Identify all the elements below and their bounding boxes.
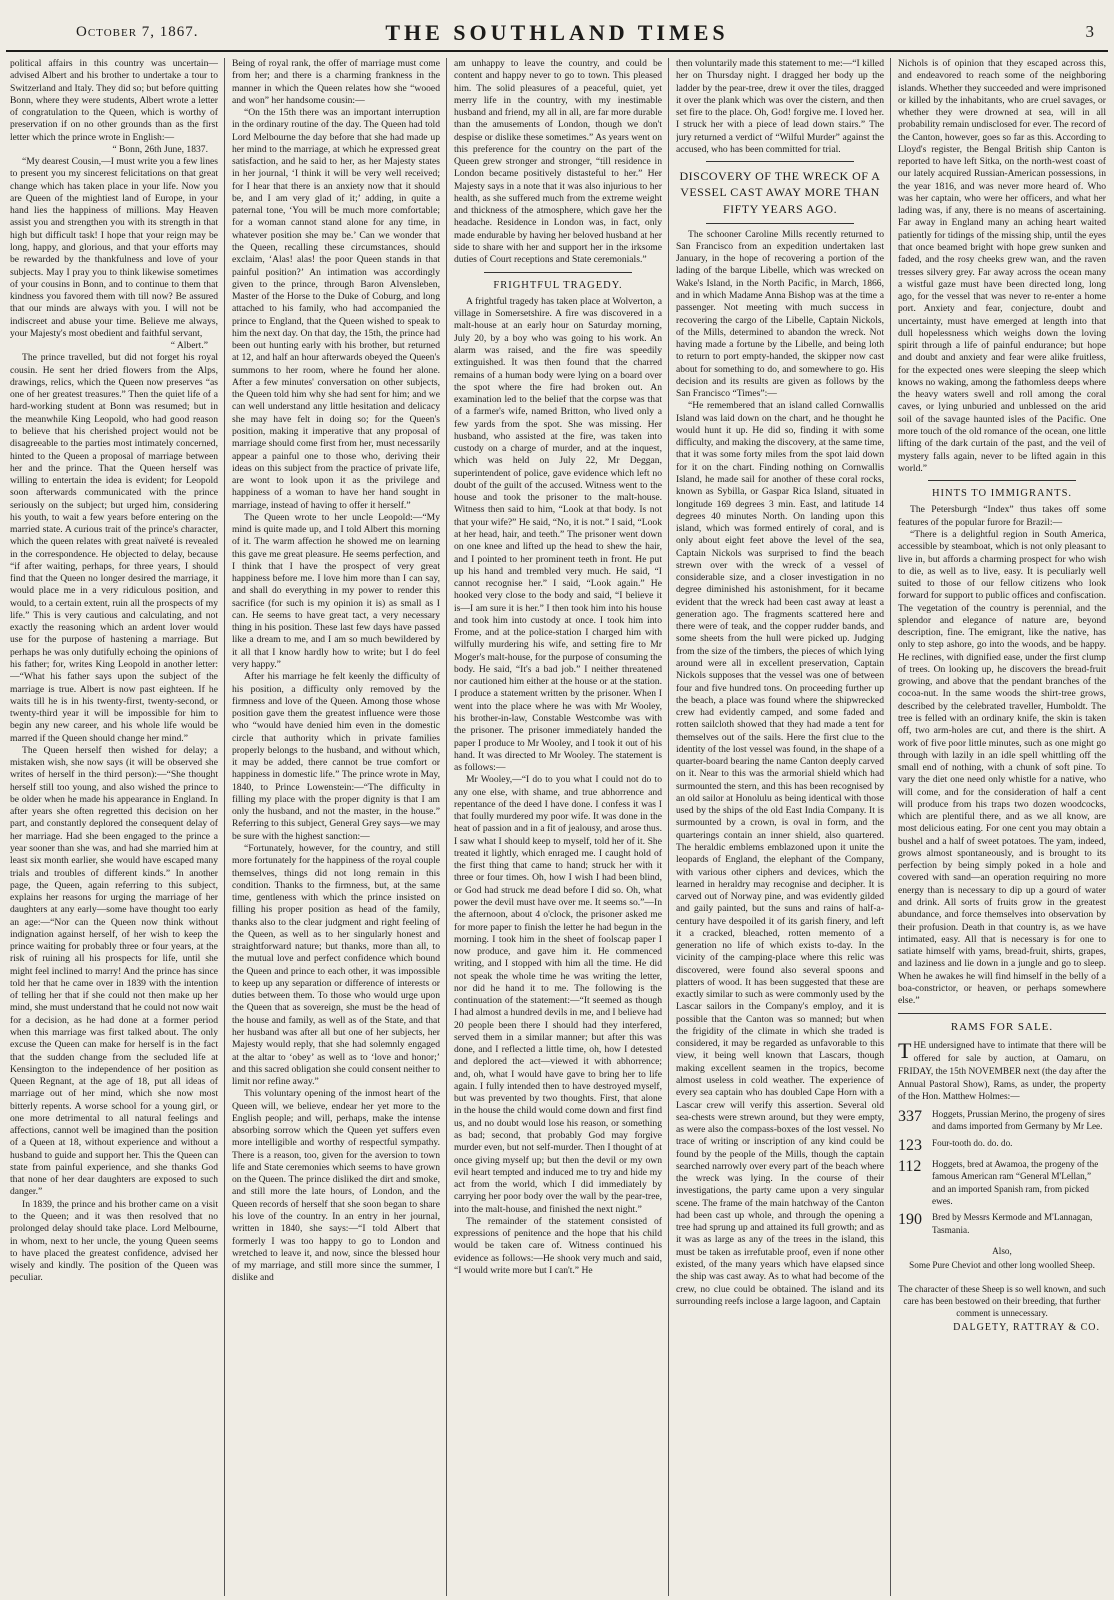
advert-also-label: Also, xyxy=(992,1246,1012,1257)
lot-item xyxy=(898,1211,1106,1236)
article-paragraph: Mr Wooley,—“I do to you what I could not do to any one else, with shame, and true abhorrence and repentance of the deed I have done. I confess it was I that foully murdered my poor wife. It was done in the heat of passion and in a fit of jealousy, and arose thus. I saw what I should keep to myself, told her of it. She treated it lightly, which enraged me. I caught hold of the first thing that came to hand; struck her with it three or four times. Oh, how I wish I had been blind, or God had struck me dead before I did so. Oh, what power the devil must have over me. It seems so.”—In the afternoon, about 4 o'clock, the prisoner asked me for more paper to finish the letter he had begun in the morning. I took him in the sheet of foolscap paper I now produce, and gave him it. He commenced writing, and I stopped with him all the time. He did not speak the whole time he was writing the letter, nor did he hand it to me. The following is the continuation of the statement:—“It seemed as though I had almost a hundred devils in me, and I believe had 20 people been there I should had they interfered, served them in a similar manner; but after this was done, and I reflected a little time, oh, how I detested and deplored the act—viewed it with abhorrence; and, oh, what I would have gave to bring her to life again. I fully intended then to have destroyed myself, but was prevented by two thoughts. First, that alone in the house the child would come down and first find us, and no doubt would lose his reason, or something as bad; second, that probably God may forgive murder even, but not self-murder. Then I thought of at once giving myself up; but then the devil or my own evil heart tempted and induced me to try and hide my act from the world, which I did immediately by carrying her poor body over the wall by the pear-tree, into the malt-house, and finished the next night.” xyxy=(454,774,662,1215)
column-3 xyxy=(454,58,662,1596)
newspaper-title: THE SOUTHLAND TIMES xyxy=(385,20,729,45)
column-divider xyxy=(890,58,891,1596)
advert-title: RAMS FOR SALE. xyxy=(950,1021,1054,1034)
drop-cap: T xyxy=(898,1038,912,1064)
article-paragraph: “Fortunately, however, for the country, and still more fortunately for the happiness of the royal couple themselves, things did not long remain in this condition. Thanks to the firmness, but, at the same time, gentleness with which the prince insisted on filling his proper position as head of the family, thanks also to the clear judgment and right feeling of the Queen, as well as to her singularly honest and straightforward nature; but thanks, more than all, to the mutual love and perfect confidence which bound the Queen and prince to each other, it was impossible to keep up any separation or difference of interests or duties between them. To those who would urge upon the Queen that as sovereign, she must be the head of the house and family, as well as of the State, and that her husband was after all but one of her subjects, her Majesty would reply, that she had solemnly engaged at the altar to ‘obey’ as well as to ‘love and honor;’ and this sacred obligation she could consent neither to limit nor refine away.” xyxy=(232,843,440,1088)
article-paragraph: The Queen wrote to her uncle Leopold:—“My mind is quite made up, and I told Albert this morning of it. The warm affection he showed me on learning this gave me great pleasure. He seems perfection, and I think that I have the prospect of very great happiness before me. I love him more than I can say, and shall do everything in my power to render this sacrifice (for such is my opinion it is) as small as I can. He seems to have great tact, a very necessary thing in his position. These last few days have passed like a dream to me, and I am so much bewildered by it all that I know hardly how to write; but I do feel very happy.” xyxy=(232,511,440,671)
newspaper-page xyxy=(6,10,1108,1596)
lot-description: Hoggets, Prussian Merino, the progeny of sires and dams imported from Germany by Mr Lee. xyxy=(932,1108,1106,1132)
column-2 xyxy=(232,58,440,1596)
lot-quantity: 123 xyxy=(898,1136,922,1154)
article-paragraph: The remainder of the statement consisted of expressions of penitence and the hope that his child would be taken care of. Witness continued his evidence as follows:—He shook very much and said, “I would write more but I can't.” He xyxy=(454,1215,662,1276)
columns xyxy=(6,58,1108,1596)
headline-frightful-tragedy: FRIGHTFUL TRAGEDY. xyxy=(493,279,623,291)
lot-quantity: 190 xyxy=(898,1211,922,1229)
column-divider xyxy=(668,58,669,1596)
section-rule xyxy=(928,480,1076,481)
letter-dateline: “ Bonn, 26th June, 1837. xyxy=(112,143,208,155)
lot-description: Hoggets, bred at Awamoa, the progeny of the famous American ram “General M'Lellan,” and an imported Spanish ram, from picked ewes. xyxy=(932,1158,1099,1206)
lot-description: Bred by Messrs Kermode and M'Lannagan, Tasmania. xyxy=(932,1212,1093,1235)
advertisement-rams-for-sale xyxy=(898,1020,1106,1334)
column-divider xyxy=(224,58,225,1596)
page-number: 3 xyxy=(1085,22,1094,41)
column-divider xyxy=(446,58,447,1596)
article-paragraph: then voluntarily made this statement to me:—“I killed her on Thursday night. I dragged her body up the ladder by the pear-tree, drew it over the tiles, dragged it over the plank which was over the cistern, and then set fire to the place. Oh, God! forgive me. I loved her. I struck her with a piece of lead down stairs.” The jury returned a verdict of “Wilful Murder” against the accused, who has been committed for trial. xyxy=(676,58,884,155)
article-paragraph: Nichols is of opinion that they escaped across this, and endeavored to reach some of the neighboring islands. Whether they succeeded and were imprisoned or killed by the inhabitants, who are cruel savages, or whether they were drowned at sea, will in all probability remain undisclosed for ever. The record of the Canton, however, goes so far as this. According to Lloyd's register, the Bengal British ship Canton is reported to have left Sitka, on the north-west coast of our lately acquired Russian-American possessions, in the year 1816, and was never more heard of. Who was her captain, who were her officers, and what her lading was, if any, there is no means of ascertaining. Far away in England many an aching heart waited patiently for tidings of the missing ship, until the eyes that once beamed bright with hope grew sunken and faded, and the rosy cheeks grew wan, and the raven tresses silvery grey. Far away across the ocean many a wistful gaze must have been directed long, long ago, for the vessel that was never to re-enter a home port. Anxiety and fear, conjecture, doubt and uncertainty, must have emerged at length into that dull hopelessness which weighs down the loving spirit through a life of painful endurance; but hope and doubt and anxiety and fear were alike fruitless, for the expected ones were sleeping the sleep which knows no waking, among the fathomless deeps where the heavy waters swell and roll among the coral caves, or lying unburied and unblessed on the arid soil of the savage haunted isles of the Pacific. One more touch of the old romance of the ocean, one little lifting of the dark curtain of the past, and the veil of mystery falls again, never to be lifted again in this world.” xyxy=(898,58,1106,474)
advert-firm-name: DALGETY, RATTRAY & CO. xyxy=(953,1321,1100,1333)
headline-hints-to-immigrants: HINTS TO IMMIGRANTS. xyxy=(931,488,1073,500)
article-paragraph: The prince travelled, but did not forget his royal cousin. He sent her dried flowers from the Alps, drawings, relics, which the Queen now preserves “as one of her greatest treasures.” Then the quiet life of a hard-working student at Bonn was resumed; but in the meanwhile King Leopold, who had good reason to believe that his cherished project would not be disagreeable to the parties most intimately concerned, hinted to the Queen a proposal of marriage between her and the prince. That the Queen herself was willing to entertain the idea is evident; for Leopold soon afterwards communicated with the prince seriously on the subject; but urged him, considering his youth, to wait a few years before entering on the married state. A curious trait of the prince's character, which the queen relates with great naïveté is revealed in the correspondence. He objected to delay, because “if after waiting, perhaps, for three years, I should find that the Queen no longer desired the marriage, it would place me in a very ridiculous position, and would, to a certain extent, ruin all the prospects of my life.” This is very cautious and calculating, and not exactly the reasoning which an ardent lover would use for the purpose of hastening a marriage. But perhaps he was only dutifully echoing the opinions of his father; for, writes King Leopold in another letter:—“What his father says upon the subject of the marriage is true. Albert is now past eighteen. If he waits till he is in his twenty-first, twenty-second, or twenty-third year it will be impossible for him to begin any new career, and his whole life would be marred if the Queen should change her mind.” xyxy=(10,352,218,744)
section-rule xyxy=(484,272,632,273)
lot-quantity: 112 xyxy=(898,1157,922,1175)
advert-intro-text: HE undersigned have to intimate that there will be offered for sale by auction, at Oamaru, on FRIDAY, the 15th NOVEMBER next (the day after the Annual Pastoral Show), Rams, as under, the property of the Hon. Matthew Holmes:— xyxy=(898,1041,1106,1103)
lot-quantity: 337 xyxy=(898,1107,922,1125)
article-paragraph: In 1839, the prince and his brother came on a visit to the Queen; and it was then resolved that no prolonged delay should take place. Lord Melbourne, in whom, next to her uncle, the young Queen seems to have placed the greatest confidence, advised her wisely and kindly. The position of the Queen was peculiar. xyxy=(10,1198,218,1284)
lot-item xyxy=(898,1137,1106,1154)
article-paragraph: Being of royal rank, the offer of marriage must come from her; and there is a charming frankness in the manner in which the Queen relates how she “wooed and won” her handsome cousin:— xyxy=(232,58,440,106)
article-paragraph: am unhappy to leave the country, and could be content and happy never to go to town. This pleased him. The solid pleasures of a peaceful, quiet, yet merry life in the country, with my inestimable husband and friend, my all in all, are far more durable than the amusements of London, though we don't despise or dislike these sometimes.” As years went on this preference for the country on the part of the Queen grew stronger and stronger, “till residence in London became positively distasteful to her.” Her Majesty says in a note that it was also injurious to her health, as she suffered much from the extreme weight and thickness of the atmosphere, which gave her the headache. Residence in London was, in fact, only made endurable by having her beloved husband at her side to share with her and support her in the irksome duties of Court receptions and State ceremonials.” xyxy=(454,58,662,266)
section-rule xyxy=(706,161,854,162)
article-paragraph: “On the 15th there was an important interruption in the ordinary routine of the day. The Queen had told Lord Melbourne the day before that she had made up her mind to the marriage, at which he expressed great satisfaction, and he said to her, as her Majesty states in her journal, ‘I think it will be very well received; for I hear that there is an anxiety now that it should be, and I am very glad of it;’ adding, in quite a paternal tone, ‘You will be much more comfortable; for a woman cannot stand alone for any time, in whatever position she may be.’ Can we wonder that the Queen, recalling these circumstances, should exclaim, ‘Alas! alas! the poor Queen stands in that painful position?’ An intimation was accordingly given to the prince, through Baron Alvensleben, Master of the Horse to the Duke of Coburg, and long attached to his family, who had accompanied the prince to England, that the Queen wished to speak to him the next day. On that day, the 15th, the prince had been out hunting early with his brother, but returned at 12, and half an hour afterwards obeyed the Queen's summons to her room, where he found her alone. After a few minutes' conversation on other subjects, the Queen told him why she had sent for him; and we can well understand any little hesitation and delicacy she may have felt in doing so; for the Queen's position, making it imperative that any proposal of marriage should come first from her, must necessarily appear a painful one to those who, deriving their ideas on this subject from the practice of private life, are wont to look upon it as the privilege and happiness of a woman to have her hand sought in marriage, instead of having to offer it herself.” xyxy=(232,107,440,511)
headline-discovery-of-wreck: DISCOVERY OF THE WRECK OF A VESSEL CAST AWAY MORE THAN FIFTY YEARS AGO. xyxy=(679,169,881,216)
lot-description: Four-tooth do. do. do. xyxy=(932,1137,1013,1148)
advert-also-text: Some Pure Cheviot and other long woolled Sheep. xyxy=(909,1260,1095,1271)
lot-item xyxy=(898,1158,1106,1208)
advert-intro xyxy=(898,1040,1106,1103)
column-1 xyxy=(10,58,218,1596)
article-paragraph: The Petersburgh “Index” thus takes off some features of the popular furore for Brazil:— xyxy=(898,504,1106,528)
article-paragraph: The schooner Caroline Mills recently returned to San Francisco from an expedition undertaken last January, in the hope of recovering a portion of the lading of the barque Libelle, which was wrecked on Wake's Island, in the North Pacific, in March, 1866, and in which Madame Anna Bishop was at the time a passenger. Not meeting with much success in recovering the cargo of the Libelle, Captain Nickols, of the Mills, determined to abandon the wreck. Not having made a fortune by the Libelle, and being loth to return to port empty-handed, the skipper now cast about for something to do, and somewhere to go. His decision and its results are given as follows by the San Francisco “Times”:— xyxy=(676,228,884,400)
letter-signature: “ Albert.” xyxy=(170,340,208,352)
article-paragraph: After his marriage he felt keenly the difficulty of his position, a difficulty only removed by the firmness and love of the Queen. Among those whose position gave them the greatest influence were those who “would have denied him even in the domestic circle that authority which in private families properly belongs to the husband, and without which, it may be added, there cannot be true comfort or happiness in domestic life.” The prince wrote in May, 1840, to Prince Lowenstein:—“The difficulty in filling my place with the proper dignity is that I am only the husband, and not the master, in the house.” Referring to this subject, General Grey says—we may be sure with the highest sanction:— xyxy=(232,671,440,842)
article-paragraph: The Queen herself then wished for delay; a mistaken wish, she now says (it will be observed she writes of herself in the third person):—“She thought herself still too young, and also wished the prince to be older when he made his appearance in England. In after years she often regretted this decision on her part, and constantly deplored the consequent delay of her marriage. Had she been engaged to the prince a year sooner than she was, and had she married him at least six month earlier, she would have escaped many trials and troubles of different kinds.” In another page, the Queen, again referring to this subject, explains her reasons for urging the marriage of her daughters at any early—some have thought too early an age:—“Nor can the Queen now think without indignation against herself, of her wish to keep the prince waiting for probably three or four years, at the risk of ruining all his prospects for life, until she might feel inclined to marry! And the prince has since told her that he came over in 1839 with the intention of telling her that if she could not then make up her mind, she must understand that he could not now wait for a decision, as he had done at a former period when this marriage was first talked about. The only excuse the Queen can make for herself is in the fact that the sudden change from the secluded life at Kensington to the independence of her position as Queen Regnant, at the age of 18, put all ideas of marriage out of her mind, which she now most bitterly repents. A worse school for a young girl, or one more detrimental to all natural feelings and affections, cannot well be imagined than the position of a Queen at 18, without experience and without a husband to guide and support her. This the Queen can state from painful experience, and she thanks God that none of her dear daughters are exposed to such danger.” xyxy=(10,744,218,1198)
advert-footer: The character of these Sheep is so well known, and such care has been bestowed on their breeding, that further comment is unnecessary. xyxy=(898,1283,1106,1318)
column-4 xyxy=(676,58,884,1596)
section-rule xyxy=(898,1013,1106,1014)
article-paragraph: “My dearest Cousin,—I must write you a few lines to present you my sincerest felicitations on that great change which has taken place in your life. Now you are Queen of the mightiest land of Europe, in your hand lies the happiness of millions. May Heaven assist you and strengthen you with its strength in that high but difficult task! I hope that your reign may be long, happy, and glorious, and that your efforts may be rewarded by the thankfulness and love of your subjects. May I pray you to think likewise sometimes of your cousins in Bonn, and to continue to them that kindness you favored them with till now? Be assured that our minds are always with you. I will not be indiscreet and abuse your time. Believe me always, your Majesty's most obedient and faithful servant, xyxy=(10,156,218,339)
article-paragraph: political affairs in this country was uncertain—advised Albert and his brother to undertake a tour to Switzerland and Italy. They did so; but before quitting Bonn, where they were students, Albert wrote a letter of congratulation to the Queen, which is worthy of preservation if on no other grounds than as the first letter which the prince wrote in English:— xyxy=(10,58,218,143)
column-5 xyxy=(898,58,1106,1596)
lot-item xyxy=(898,1108,1106,1133)
issue-date: October 7, 1867. xyxy=(76,24,199,40)
article-paragraph: “There is a delightful region in South America, accessible by steamboat, which is not only pleasant to live in, but affords a charming prospect for who wish to die, as well as to live, easy. It is peculiarly well suited to those of our fellow citizens who look forward for support to public offices and confiscation. The vegetation of the country is perennial, and the splendor and elegance of nature are, beyond description, fine. The emigrant, like the native, has only to step ashore, go into the woods, and be happy. He reclines, with dignified ease, under the first clump of trees. On looking up, he discovers the bread-fruit growing, and above that the pendant branches of the cocoa-nut. In the same woods the shirt-tree grows, described by the celebrated traveller, Humboldt. The tree is felled with an ordinary knife, the skin is taken off, two arm-holes are cut, and there is the shirt. A work of five poor little minutes, such as one might go through with lazily in an idle spell whittling off the small end of nothing, with a chunk of soft pine. To vary the diet one need only whistle for a native, who will come, and for the consideration of half a cent will produce from his traps two dozen woodcocks, which are plentiful there, and as we all know, are most delicious eating. For one cent you may obtain a bushel and a half of sweet potatoes. The yam, indeed, grows almost spontaneously, and is brought to its perfection by being simply poked in a hole and covered with sand—an operation requiring no more energy than is necessary to dip up a gourd of water and drink. All sorts of fruits grow in the greatest abundance, and force themselves into observation by their profusion. Death in that country is, as we have intimated, easy. All that is necessary is for one to satiate himself with yams, bread-fruit, shirts, grapes, and laziness and lie down in a jungle and go to sleep. When he awakes he will find himself in the belly of a boa-constrictor, or heaven, or perhaps somewhere else.” xyxy=(898,529,1106,1007)
article-paragraph: This voluntary opening of the inmost heart of the Queen will, we believe, endear her yet more to the English people; and will, perhaps, make the intense absorbing sorrow which the Queen yet suffers even more intelligible and worthy of respectful sympathy. There is a reason, too, given for the aversion to town life and State ceremonies which seems to have grown on the Queen. The prince disliked the dirt and smoke, and still more the late hours, of London, and the Queen records of herself that she soon began to share his love of the country. In an entry in her journal, written in 1840, she says:—“I told Albert that formerly I was too happy to go to London and wretched to leave it, and now, since the blessed hour of my marriage, and still more since the summer, I dislike and xyxy=(232,1088,440,1284)
section-rule xyxy=(706,223,854,224)
masthead xyxy=(6,10,1108,52)
article-paragraph: A frightful tragedy has taken place at Wolverton, a village in Somersetshire. A fire was discovered in a malt-house at an early hour on Saturday morning, July 20, by a boy who was going to his work. An alarm was raised, and the fire was speedily extinguished. It was then found that the charred remains of a human body were lying on a board over the spot where the fire had broken out. An examination led to the belief that the corpse was that of a farmer's wife, named Britton, who lived only a few yards from the spot. She was missing. Her husband, who assisted at the fire, was taken into custody on a charge of murder, and at the inquest, which was held on July 22, Mr Deggan, superintendent of police, gave evidence which left no doubt of the guilt of the accused. Witness went to the house and took the prisoner to the malt-house. Witness then said to him, “Look at that body. Is not that your wife?” He said, “No, it is not.” I said, “Look at her head, hair, and teeth.” The prisoner went down on one knee and lifted up the head to shew the hair, and I pointed to her prominent teeth in front. He put up his hand and trembled very much. He said, “I cannot recognise her.” I said, “Look again.” He hooked very close to the body and said, “I believe it is—I am sure it is her.” I then took him into his house and took him into custody at once. I took him into Frome, and at the police-station I charged him with wilfully murdering his wife, and setting fire to Mr Moger's malt-house, for the purpose of consuming the body. He said, “It's a bad job.” I neither threatened nor cautioned him either at the house or at the station. I produce a statement written by the prisoner. When I went into the place where he was with Mr Wooley, his brother-in-law, Constable Westcombe was with the prisoner. The prisoner immediately handed the paper I produce to Mr Wooley, and I took it out of his hand. It was directed to Mr Wooley. The statement is as follows:— xyxy=(454,295,662,774)
article-paragraph: “He remembered that an island called Cornwallis Island was laid down on the chart, and he thought he would hunt it up. He did so, finding it with some difficulty, and making the discovery, at the same time, that it was some forty miles from the spot laid down for it on the chart. Finding nothing on Cornwallis Island, he made sail for another of these coral rocks, known as Sybilla, or Gaspar Rica Island, situated in longitude 169 degrees 3 min. East, and latitude 14 degrees 40 minutes North. On landing upon this island, which was formed entirely of coral, and is only about eight feet above the level of the sea, Captain Nickols was surprised to find the beach strewn over with the wreck of a vessel of considerable size, and a closer investigation in no degree diminished his astonishment, for it became evident that the wreck had been cast away at least a generation ago. The fragments scattered here and there were of teak, and the copper rudder bands, and some sheets from the hull were picked up. Judging from the size of the timbers, the pieces of which lying around were all in excellent preservation, Captain Nickols supposes that the vessel was one of between four and five hundred tons. On proceeding further up the beach, a place was found where the shipwrecked crew had evidently camped, and some faded and rotten sailcloth showed that they had made a tent for themselves out of the sails. Here the first clue to the identity of the lost vessel was found, in the shape of a quarter-board bearing the name Canton deeply carved on it. Near to this was the armorial shield which had surmounted the stern, and this has been recognised by an old sailor at Honolulu as being identical with those used by the ships of the old East India Company. It is surmounted by a crown, is oval in form, and the quarterings contain an inner shield, also quartered. The heraldic emblems emblazoned upon it unite the leopards of England, the elephant of the Company, with various other ciphers and devices, which the learned in heraldry may recognise and decipher. It is carved out of Norway pine, and was evidently gilded and gaily painted, but the suns and rains of half-a-century have despoiled it of its garish finery, and left it a cracked, bleached, rotten memento of a generation no life of which exists to-day. In the vicinity of the camping-place where this relic was discovered, were found also several spoons and platters of wood. It has been suggested that these are exactly similar to such as were commonly used by the Lascar sailors in the Company's employ, and it is possible that the Canton was so manned; but when the frigidity of the climate in which she traded is considered, it may be regarded as unfavorable to this view, it being well known that Lascars, though making excellent seamen in the tropics, become almost useless in cold weather. The experience of every sea captain who has doubled Cape Horn with a Lascar crew will verify this assertion. Several old sea-chests were strewn around, but they were empty, as were also the compass-boxes of the lost vessel. No trace of writing or inscription of any kind could be found by the people of the Mills, though the captain searched narrowly over every part of the beach where the wreck was lying. In the course of their investigations, the party came upon a very singular scene. The frame of the main hatchway of the Canton had been cast up whole, and through the opening a tree had sprung up and attained its full growth; and as it was as large as any of the trees in the island, this must be taken as irrefutable proof, even if none other existed, of the many years which have elapsed since the ship was cast away. As to what had become of the crew, no clue could be obtained. The island and its surrounding reefs inclose a large lagoon, and Captain xyxy=(676,400,884,1307)
